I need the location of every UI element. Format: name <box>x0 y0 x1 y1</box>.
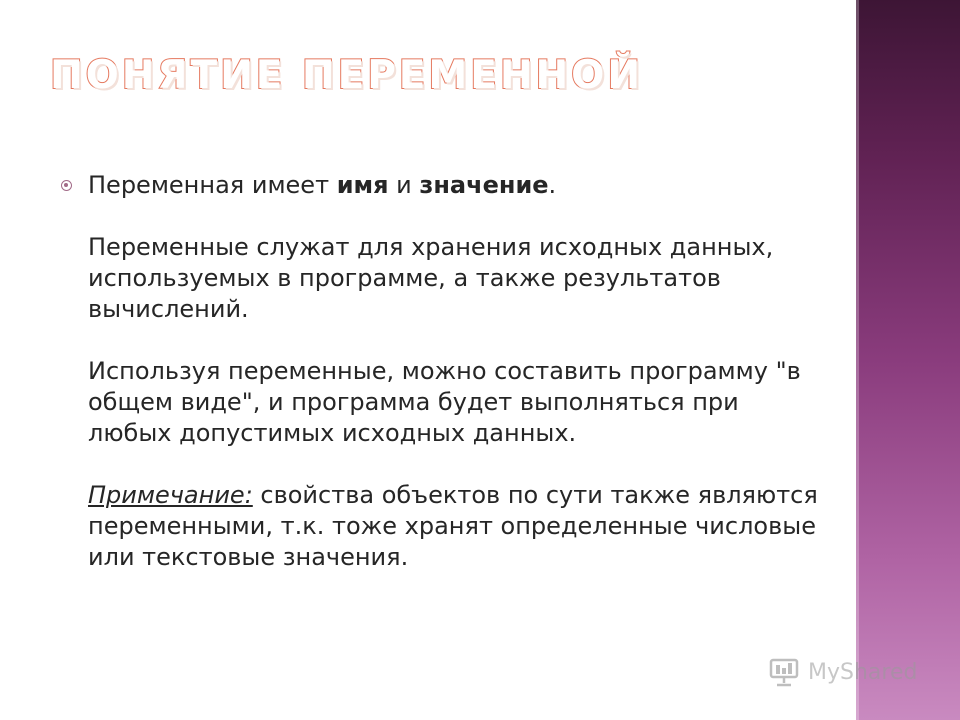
paragraph-general-form: Используя переменные, можно составить программу "в общем виде", и программа будет выполняться при любых допустимых исходных данных. <box>88 357 801 447</box>
note-paragraph <box>88 480 828 573</box>
bullet-text-middle: и <box>388 171 420 199</box>
note-text: свойства объектов по сути также являются переменными, т.к. тоже хранят определенные числовые или текстовые значения. <box>88 481 818 571</box>
bullet-bold-value: значение <box>419 171 549 199</box>
note-label: Примечание: <box>88 481 253 509</box>
decorative-side-band <box>856 0 960 720</box>
presentation-board-icon <box>768 657 802 687</box>
slide-title: ПОНЯТИЕ ПЕРЕМЕННОЙ <box>50 53 643 98</box>
watermark <box>768 654 917 690</box>
paragraph-storage: Переменные служат для хранения исходных данных, используемых в программе, а также результатов вычислений. <box>88 233 774 323</box>
bullet-item <box>88 170 828 201</box>
watermark-text: MyShared <box>808 659 918 685</box>
bullet-bold-name: имя <box>336 171 389 199</box>
bullet-text-prefix: Переменная имеет <box>88 171 337 199</box>
bullet-icon <box>61 180 72 191</box>
bullet-text-suffix: . <box>548 171 557 199</box>
slide-body <box>88 170 828 573</box>
